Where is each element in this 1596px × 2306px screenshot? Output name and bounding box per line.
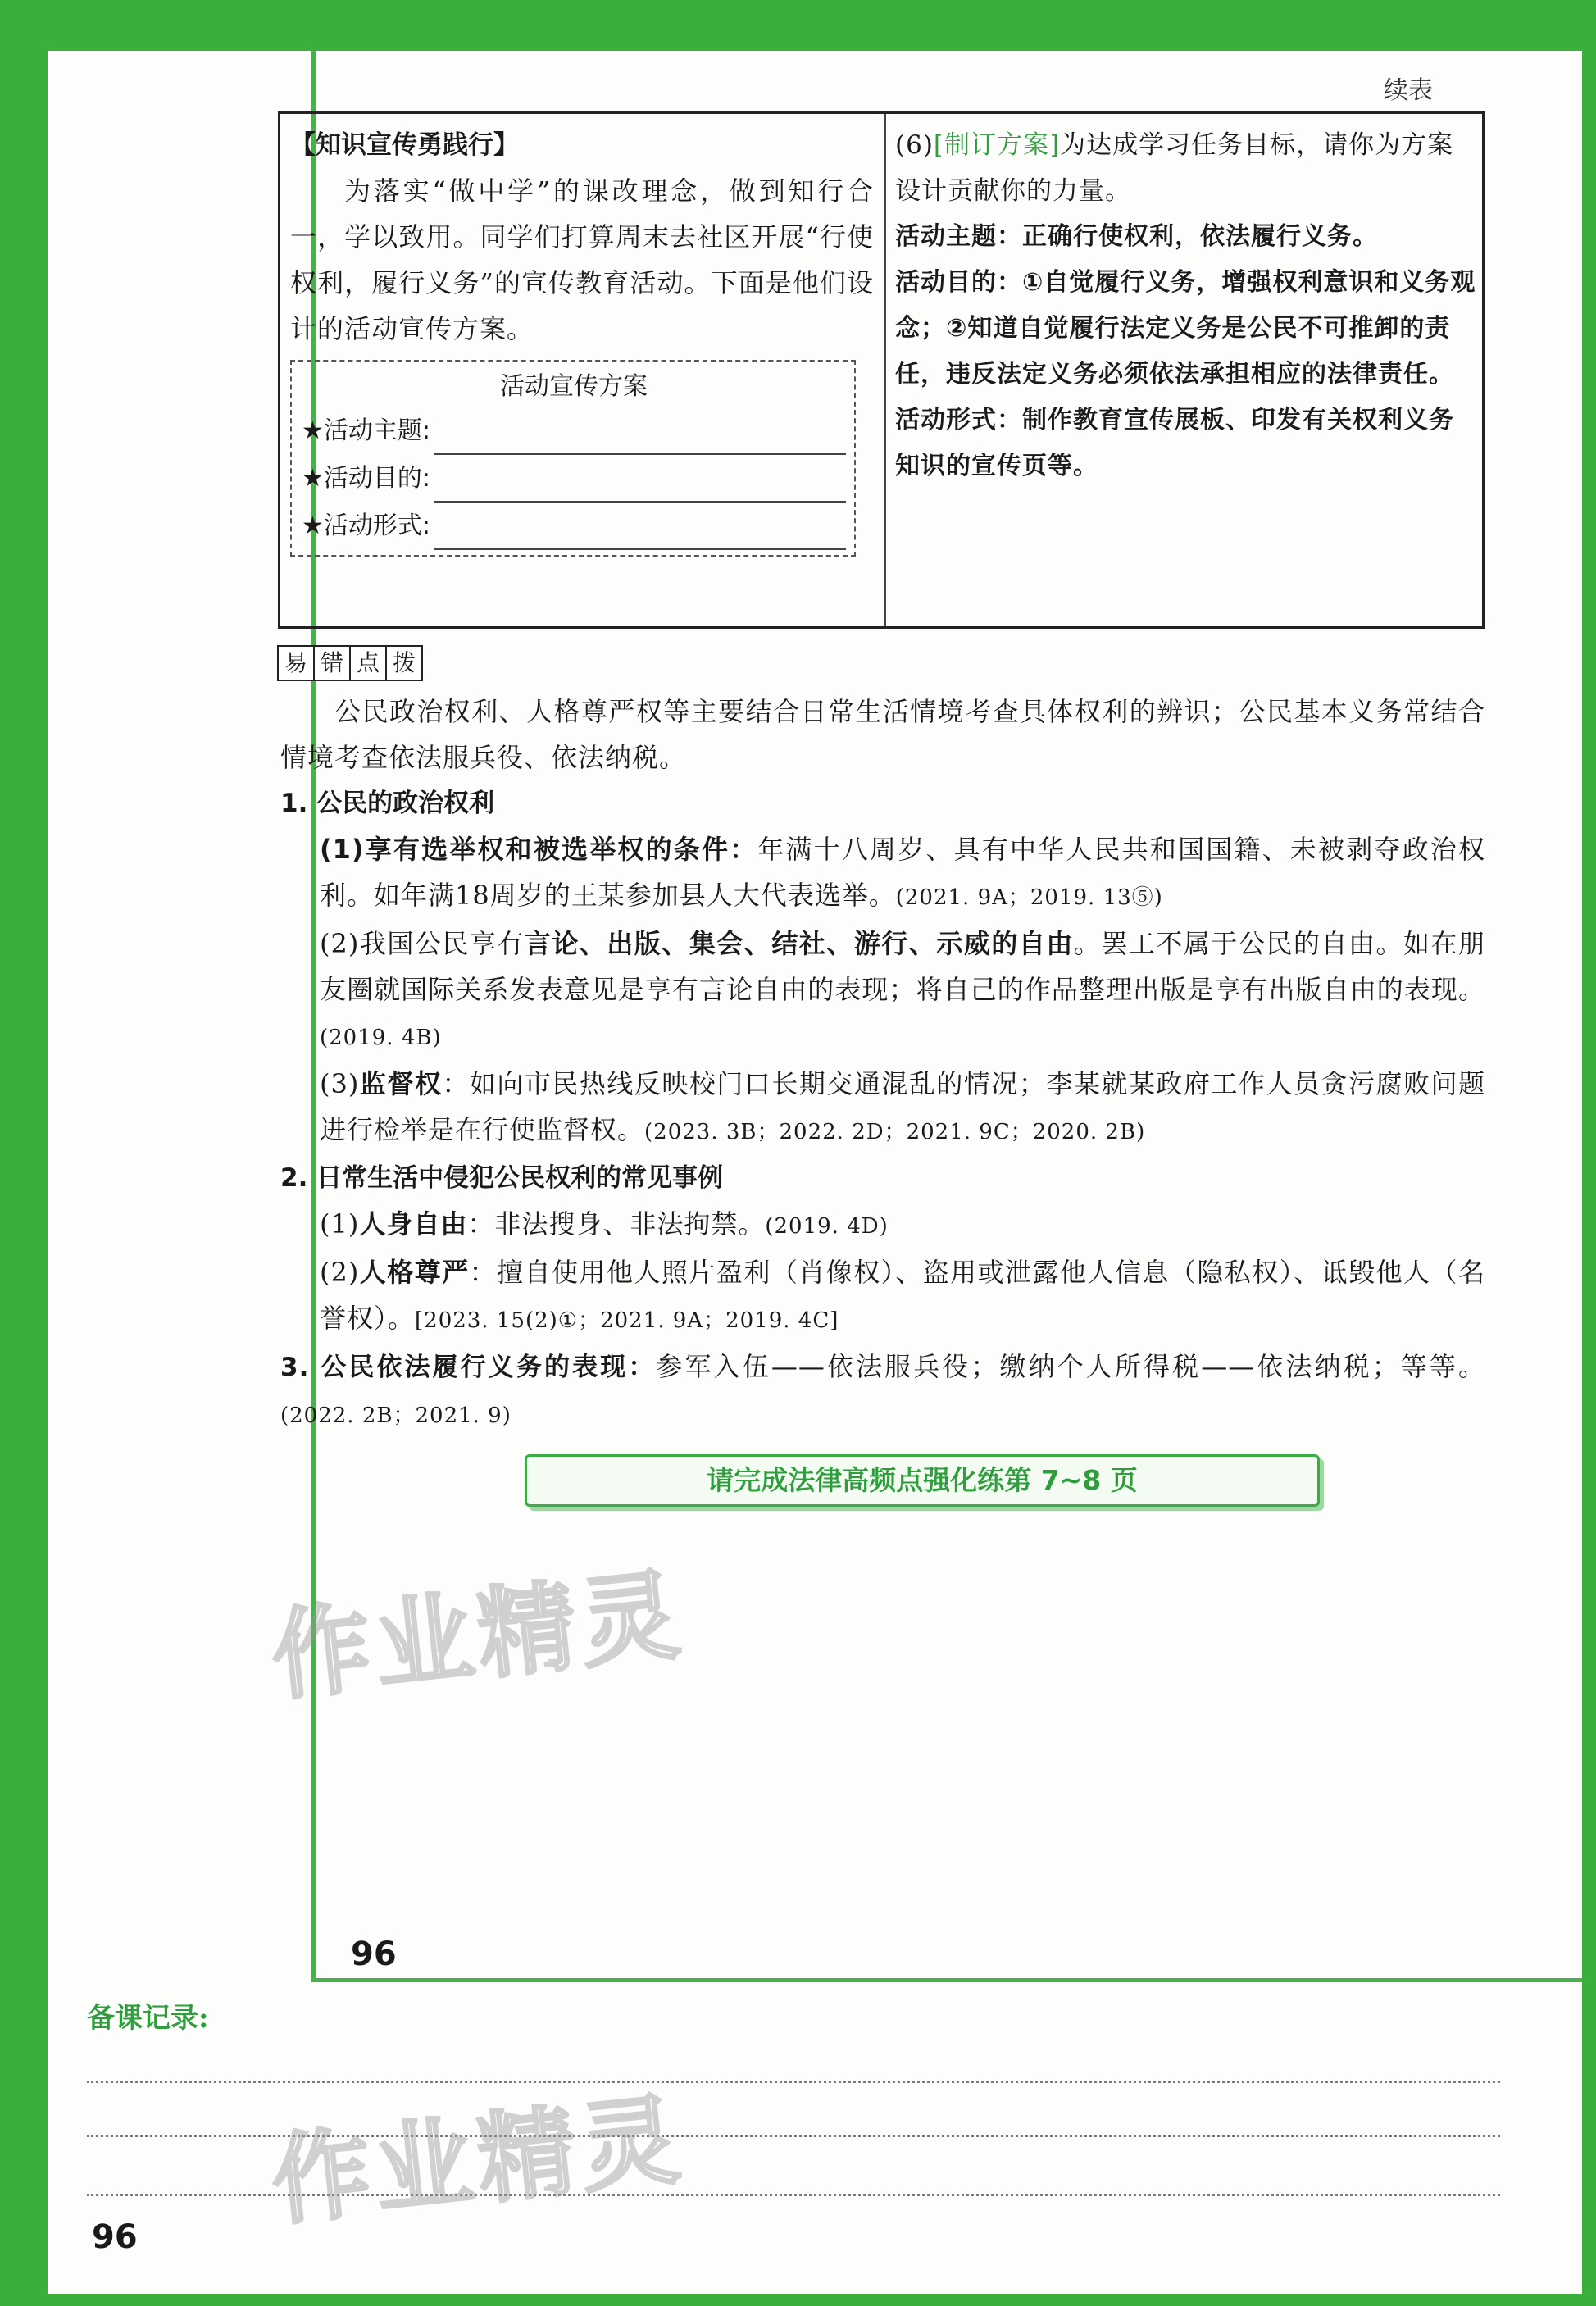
- point-personal-freedom: [280, 1201, 1485, 1249]
- page-number-outer: 96: [92, 2218, 138, 2256]
- plan-row-label: ★活动形式:: [302, 512, 431, 540]
- point-dignity: [280, 1249, 1485, 1344]
- exam-reference: [2023. 15(2)①；2021. 9A；2019. 4C]: [415, 1308, 839, 1333]
- answer-blank[interactable]: [434, 516, 846, 550]
- notes-label: 备课记录:: [87, 2002, 209, 2035]
- plan-row-label: ★活动目的:: [302, 464, 431, 493]
- plan-row-purpose: [302, 455, 846, 503]
- answer-theme: 活动主题：正确行使权利，依法履行义务。: [895, 222, 1378, 251]
- plan-row-theme: [302, 407, 846, 455]
- question-tag: [制订方案]: [933, 130, 1061, 160]
- plan-title: 活动宣传方案: [500, 372, 648, 401]
- plan-row-label: ★活动主题:: [302, 416, 431, 445]
- tips-label-char: 拨: [385, 645, 423, 681]
- point-bold: 3. 公民依法履行义务的表现：: [280, 1353, 657, 1382]
- point-text: (2)我国公民享有: [320, 928, 525, 959]
- page-number-inner: 96: [351, 1935, 397, 1973]
- question-6: [895, 122, 1479, 214]
- tips-body: [280, 689, 1485, 1439]
- answer-blank[interactable]: [434, 421, 846, 455]
- exam-reference: (2022. 2B；2021. 9): [280, 1403, 512, 1428]
- activity-table: [278, 111, 1485, 629]
- answer-purpose: 活动目的：①自觉履行义务，增强权利意识和义务观念；②知道自觉履行法定义务是公民不可推卸的责任，违反法定义务必须依法承担相应的法律责任。: [895, 268, 1476, 389]
- tips-intro: 公民政治权利、人格尊严权等主要结合日常生活情境考查具体权利的辨识；公民基本义务常结合情境考查依法服兵役、依法纳税。: [280, 696, 1485, 773]
- question-number: (6): [895, 130, 934, 160]
- exam-reference: (2019. 4D): [765, 1214, 889, 1239]
- heading-political-rights: 1. 公民的政治权利: [280, 789, 495, 818]
- plan-row-form: [302, 503, 846, 550]
- question-text: 为达成学习任务目标，请你为方案设计贡献你的力量。: [895, 130, 1454, 206]
- answer-form: 活动形式：制作教育宣传展板、印发有关权利义务知识的宣传页等。: [895, 406, 1454, 480]
- point-text: (2): [320, 1257, 360, 1288]
- notes-line[interactable]: [87, 2081, 1500, 2083]
- table-right-column: [895, 122, 1479, 489]
- plan-box: [290, 360, 856, 557]
- point-text: 。罢工不属于公民的自由。如在朋友圈就国际关系发表意见是享有言论自由的表现；将自己的作品整理出版是享有出版自由的表现。: [320, 928, 1485, 1005]
- point-bold: (1)享有选举权和被选举权的条件：: [320, 834, 758, 865]
- table-divider: [884, 114, 886, 626]
- point-text: 年满十八周岁、具有中华人民共和国国籍、未被剥夺政治权利。如年满18周岁的王某参加县人大代表选举。: [320, 834, 1485, 911]
- point-bold: 监督权: [359, 1068, 443, 1099]
- table-left-column: [290, 122, 874, 557]
- point-text: (1): [320, 1208, 360, 1239]
- tips-label-char: 点: [349, 645, 387, 681]
- exam-reference: (2019. 4B): [320, 1026, 442, 1050]
- point-election: [280, 826, 1485, 921]
- point-bold: 人身自由: [359, 1208, 468, 1239]
- point-text: ：擅自使用他人照片盈利（肖像权）、盗用或泄露他人信息（隐私权）、诋毁他人（名誉权）。: [320, 1257, 1485, 1334]
- practice-banner[interactable]: 请完成法律高频点强化练第 7~8 页: [525, 1454, 1320, 1507]
- intro-paragraph: 为落实“做中学”的课改理念，做到知行合一，学以致用。同学们打算周末去社区开展“行使权利，履行义务”的宣传教育活动。下面是他们设计的活动宣传方案。: [290, 175, 874, 344]
- point-text: ：非法搜身、非法拘禁。: [467, 1208, 766, 1239]
- heading-infringement: 2. 日常生活中侵犯公民权利的常见事例: [280, 1163, 724, 1193]
- point-supervision: [280, 1061, 1485, 1155]
- point-text: 参军入伍——依法服兵役；缴纳个人所得税——依法纳税；等等。: [656, 1351, 1485, 1382]
- point-bold: 人格尊严: [359, 1257, 470, 1288]
- point-text: (3): [320, 1068, 360, 1099]
- point-bold: 言论、出版、集会、结社、游行、示威的自由: [524, 928, 1074, 959]
- tips-label-char: 易: [277, 645, 315, 681]
- watermark: 作业精灵: [266, 2082, 689, 2240]
- tips-label-char: 错: [313, 645, 351, 681]
- exam-reference: (2023. 3B；2022. 2D；2021. 9C；2020. 2B): [644, 1120, 1146, 1144]
- section-title: 【知识宣传勇践行】: [290, 130, 519, 160]
- heading-duties: [280, 1344, 1485, 1439]
- watermark: 作业精灵: [266, 1558, 689, 1715]
- answer-blank[interactable]: [434, 468, 846, 503]
- continued-label: 续表: [1384, 76, 1433, 105]
- point-text: ：如向市民热线反映校门口长期交通混乱的情况；李某就某政府工作人员贪污腐败问题进行检举是在行使监督权。: [320, 1068, 1485, 1145]
- tips-label: [277, 645, 421, 681]
- point-freedoms: [280, 921, 1485, 1061]
- exam-reference: (2021. 9A；2019. 13⑤): [895, 885, 1163, 910]
